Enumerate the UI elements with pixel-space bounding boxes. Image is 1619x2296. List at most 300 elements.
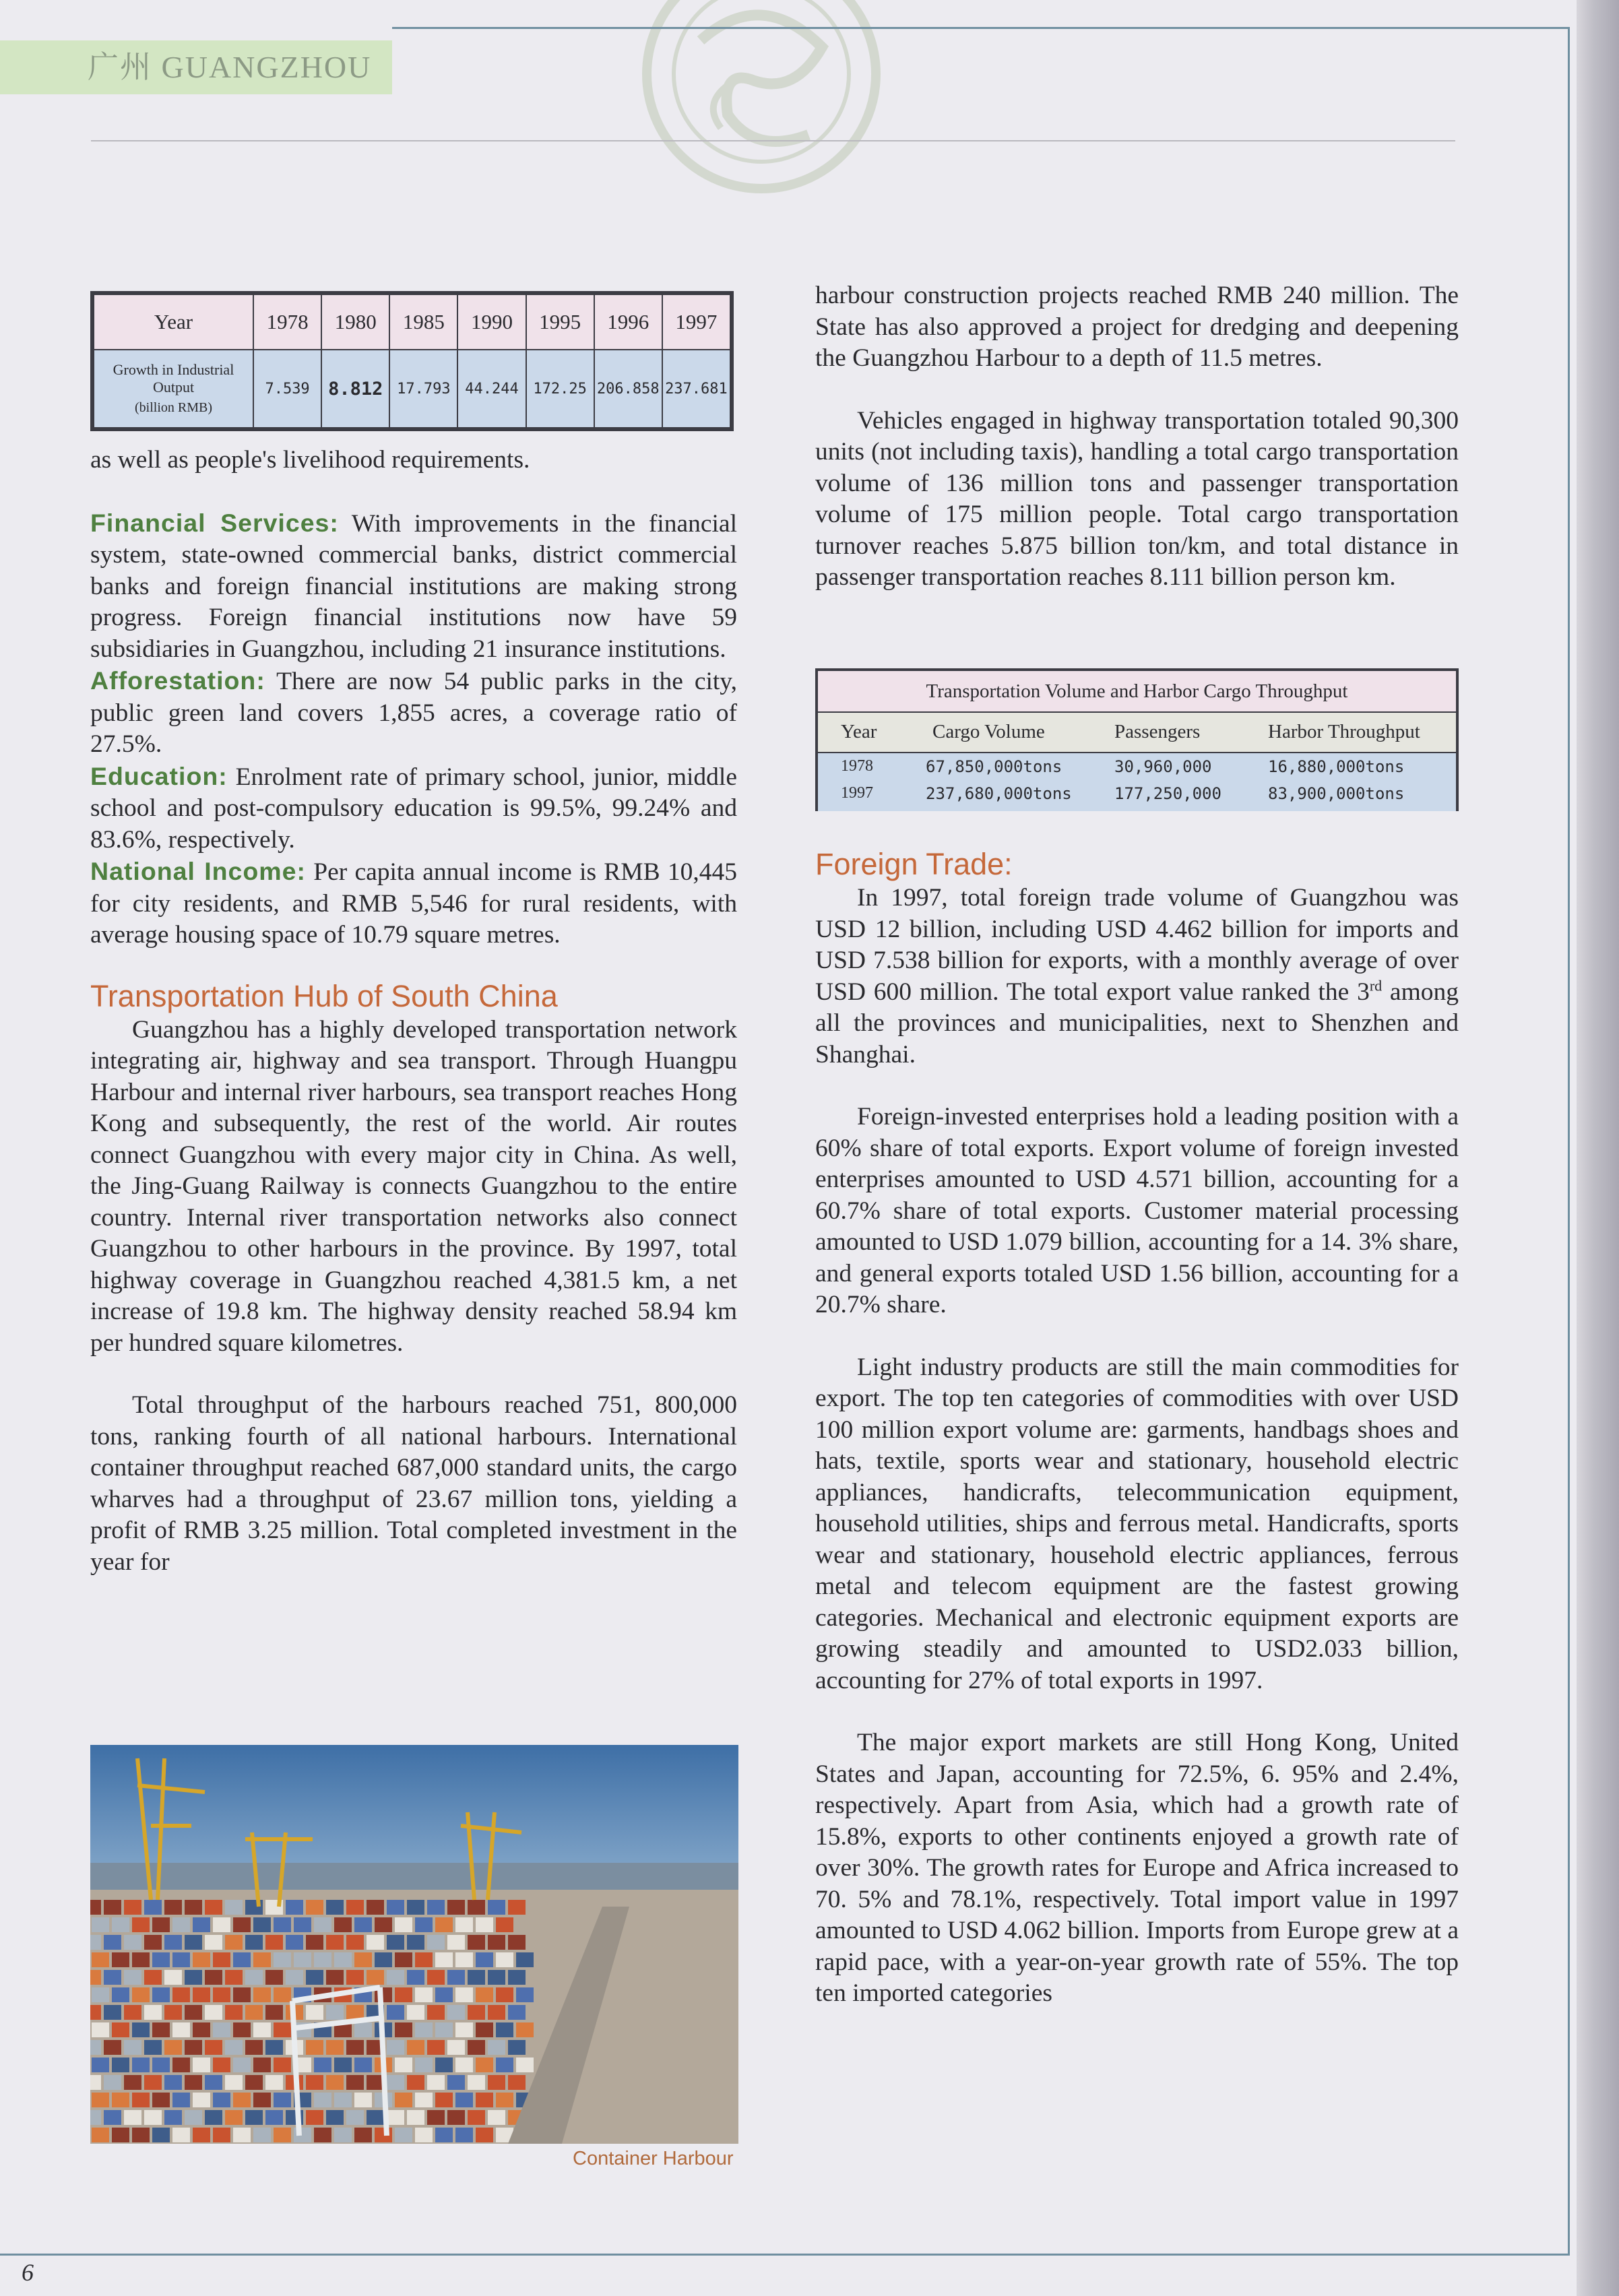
table1-year: 1996	[594, 294, 662, 350]
container-box	[476, 1917, 493, 1932]
container-box	[225, 2075, 243, 2090]
container-box	[233, 2022, 251, 2037]
foreign-trade-para-4: The major export markets are still Hong Kong, United States and Japan, accounting for 72.5%, 6. 95% and 2.4%, respectively. Apart from Asia, which had a growth rate of 15.8%, exports to other continents enjoyed a growth rate of over 30%. The growth rates for Europe and Africa increased to 70. 5% and 78.1%, respectively. Total import value in 1997 amounted to USD 4.062 billion. Imports from Europe grew at a rapid pace, with a year-on-year growth rate of 55%. The top ten imported categories	[815, 1729, 1459, 2007]
container-box	[334, 2093, 352, 2107]
container-box	[508, 1970, 526, 1985]
container-box	[395, 1952, 412, 1967]
container-box	[274, 1952, 291, 1967]
container-box	[144, 2075, 162, 2090]
container-box	[185, 2005, 202, 2020]
table2-header: Year	[841, 721, 877, 742]
table1-year: 1997	[662, 294, 730, 350]
table2-cell: 16,880,000tons	[1268, 757, 1405, 776]
container-box	[245, 2075, 263, 2090]
photo-caption: Container Harbour	[573, 2148, 734, 2169]
container-box	[193, 1987, 210, 2002]
container-box	[124, 2040, 141, 2055]
right-column-bottom	[815, 846, 1459, 2010]
container-box	[294, 1917, 311, 1932]
container-box	[395, 2022, 412, 2037]
table1-value: 172.25	[526, 350, 594, 428]
container-box	[172, 1952, 190, 1967]
transportation-volume-table	[815, 668, 1459, 811]
container-box	[367, 1935, 384, 1950]
foreign-trade-para-1b: among all the provinces and municipalities, next to Shenzhen and Shanghai.	[815, 978, 1459, 1069]
container-box	[508, 2075, 526, 2090]
container-box	[516, 1987, 534, 2002]
container-box	[354, 1952, 372, 1967]
container-box	[468, 2075, 485, 2090]
container-box	[152, 2128, 170, 2142]
container-box	[326, 2110, 344, 2125]
container-box	[326, 2005, 344, 2020]
container-box	[375, 2128, 392, 2142]
container-box	[375, 1952, 392, 1967]
container-box	[172, 1917, 190, 1932]
container-box	[334, 2058, 352, 2072]
table1-year: 1980	[321, 294, 389, 350]
container-box	[334, 1917, 352, 1932]
financial-services-text: With improvements in the financial system, state-owned commercial banks, district commercial banks and foreign financial institutions are making strong progress. Foreign financial institutions now have 59 subsidiaries in Guangzhou, including 21 insurance institutions.	[90, 509, 737, 663]
container-box	[387, 2075, 404, 2090]
container-box	[395, 2058, 412, 2072]
container-box	[488, 1900, 505, 1915]
container-box	[265, 1935, 283, 1950]
container-box	[415, 1952, 433, 1967]
table1-year: 1995	[526, 294, 594, 350]
container-box	[455, 2128, 473, 2142]
container-box	[415, 2128, 433, 2142]
table2-cell: 67,850,000tons	[926, 757, 1062, 776]
container-box	[164, 2040, 182, 2055]
container-box	[314, 2093, 331, 2107]
table2-header-row	[818, 713, 1456, 753]
container-box	[92, 1952, 109, 1967]
container-box	[476, 1987, 493, 2002]
container-box	[112, 2128, 129, 2142]
container-box	[435, 2093, 453, 2107]
container-box	[225, 2110, 243, 2125]
container-box	[488, 1935, 505, 1950]
container-box	[468, 2005, 485, 2020]
container-box	[415, 1917, 433, 1932]
container-box	[90, 2110, 101, 2125]
container-box	[427, 1935, 445, 1950]
container-box	[92, 1987, 109, 2002]
container-box	[193, 1917, 210, 1932]
container-box	[274, 2022, 291, 2037]
container-box	[205, 1935, 222, 1950]
container-box	[225, 2040, 243, 2055]
financial-services-para	[90, 507, 737, 666]
container-box	[132, 2093, 150, 2107]
table1-value: 44.244	[457, 350, 526, 428]
header-latin: GUANGZHOU	[161, 50, 372, 84]
container-box	[488, 2040, 505, 2055]
container-box	[468, 2040, 485, 2055]
container-box	[367, 2110, 384, 2125]
container-box	[407, 2040, 424, 2055]
container-box	[395, 1917, 412, 1932]
container-box	[326, 1970, 344, 1985]
container-box	[185, 1900, 202, 1915]
container-box	[395, 1987, 412, 2002]
table1-row-unit: (billion RMB)	[134, 400, 212, 415]
container-box	[407, 1900, 424, 1915]
container-box	[164, 2110, 182, 2125]
left-column	[90, 445, 737, 1578]
container-box	[286, 1970, 303, 1985]
container-box	[516, 2058, 534, 2072]
container-box	[185, 2040, 202, 2055]
container-box	[124, 2005, 141, 2020]
container-box	[172, 2022, 190, 2037]
container-box	[265, 2005, 283, 2020]
container-box	[346, 2075, 364, 2090]
container-box	[172, 1987, 190, 2002]
container-box	[132, 2128, 150, 2142]
right-para-1: harbour construction projects reached RMB 240 million. The State has also approved a project for dredging and deepening the Guangzhou Harbour to a depth of 11.5 metres.	[815, 282, 1459, 372]
container-box	[314, 2128, 331, 2142]
container-box	[496, 2058, 513, 2072]
table2-cell: 237,680,000tons	[926, 784, 1072, 803]
container-box	[476, 2022, 493, 2037]
container-box	[90, 2040, 101, 2055]
foreign-trade-para-1a: In 1997, total foreign trade volume of Guangzhou was USD 12 billion, including USD 4.462 billion for imports and USD 7.538 billion for exports, with a monthly average of over USD 600 million. The total export value ranked the 3	[815, 884, 1459, 1006]
container-box	[164, 2005, 182, 2020]
container-box	[213, 2058, 230, 2072]
container-box	[124, 1900, 141, 1915]
container-box	[132, 1952, 150, 1967]
frame-line-bottom	[0, 2254, 1570, 2256]
container-box	[415, 2058, 433, 2072]
container-box	[225, 1900, 243, 1915]
container-box	[476, 2093, 493, 2107]
container-box	[488, 2110, 505, 2125]
container-box	[447, 1970, 465, 1985]
container-box	[104, 1970, 121, 1985]
container-box	[104, 1900, 121, 1915]
container-box	[144, 2040, 162, 2055]
container-box	[185, 1935, 202, 1950]
container-box	[488, 2005, 505, 2020]
container-box	[346, 1935, 364, 1950]
container-box	[387, 1900, 404, 1915]
container-box	[306, 2040, 323, 2055]
container-box	[253, 1917, 271, 1932]
container-box	[144, 1935, 162, 1950]
container-box	[205, 2075, 222, 2090]
container-box	[274, 2058, 291, 2072]
container-box	[104, 2005, 121, 2020]
container-box	[468, 1935, 485, 1950]
container-box	[164, 1900, 182, 1915]
container-box	[435, 2128, 453, 2142]
container-box	[407, 1935, 424, 1950]
container-box	[90, 2075, 101, 2090]
container-box	[468, 1970, 485, 1985]
container-box	[415, 2022, 433, 2037]
container-box	[185, 1970, 202, 1985]
container-box	[233, 1952, 251, 1967]
container-box	[144, 1970, 162, 1985]
container-box	[435, 2022, 453, 2037]
table2-cell: 30,960,000	[1114, 757, 1212, 776]
container-box	[286, 1935, 303, 1950]
container-box	[112, 1917, 129, 1932]
container-box	[274, 2093, 291, 2107]
container-box	[225, 1970, 243, 1985]
table1-year: 1985	[389, 294, 457, 350]
container-box	[306, 2110, 323, 2125]
container-box	[92, 2022, 109, 2037]
container-box	[132, 1987, 150, 2002]
container-box	[213, 1917, 230, 1932]
container-box	[407, 2075, 424, 2090]
container-box	[92, 1917, 109, 1932]
container-box	[427, 2040, 445, 2055]
container-box	[314, 1952, 331, 1967]
table2-title: Transportation Volume and Harbor Cargo Throughput	[818, 671, 1456, 713]
table1-row-label	[94, 350, 253, 428]
container-box	[253, 1952, 271, 1967]
container-box	[172, 2128, 190, 2142]
table2-cell: 1997	[841, 784, 873, 802]
table2-header: Harbor Throughput	[1268, 721, 1420, 742]
container-box	[367, 1900, 384, 1915]
education-para	[90, 761, 737, 856]
header-rule	[91, 140, 1455, 141]
container-box	[274, 1987, 291, 2002]
table1-year-header: Year	[94, 294, 253, 350]
container-box	[354, 2093, 372, 2107]
container-box	[314, 2058, 331, 2072]
container-box	[488, 1970, 505, 1985]
container-box	[306, 1935, 323, 1950]
education-text: Enrolment rate of primary school, junior, middle school and post-compulsory education is 99.5%, 99.24% and 83.6%, respectively.	[90, 763, 737, 854]
container-box	[205, 2005, 222, 2020]
container-box	[516, 2022, 534, 2037]
container-box	[387, 2110, 404, 2125]
container-box	[306, 2005, 323, 2020]
table1-value: 7.539	[253, 350, 321, 428]
container-box	[92, 2093, 109, 2107]
container-box	[447, 1935, 465, 1950]
foreign-trade-para-1	[815, 883, 1459, 1071]
container-box	[488, 2075, 505, 2090]
container-box	[306, 1900, 323, 1915]
container-box	[387, 1935, 404, 1950]
container-box	[152, 1917, 170, 1932]
container-box	[427, 2110, 445, 2125]
container-box	[225, 2005, 243, 2020]
container-box	[367, 1970, 384, 1985]
table2-header: Passengers	[1114, 721, 1201, 742]
foreign-trade-heading: Foreign Trade:	[815, 847, 1013, 881]
container-box	[427, 1900, 445, 1915]
container-box	[334, 1952, 352, 1967]
container-box	[346, 2110, 364, 2125]
education-label: Education:	[90, 761, 228, 790]
container-box	[455, 1987, 473, 2002]
container-box	[213, 1952, 230, 1967]
container-box	[233, 1917, 251, 1932]
financial-services-label: Financial Services:	[90, 508, 339, 537]
container-box	[354, 2058, 372, 2072]
afforestation-para	[90, 665, 737, 761]
container-box	[205, 2040, 222, 2055]
right-para-2: Vehicles engaged in highway transportation totaled 90,300 units (not including taxis), handling a total cargo transportation volume of 136 million tons and passenger transportation volume of 175 million people. Total cargo transportation turnover reaches 5.875 billion ton/km, and total distance in passenger transportation reaches 8.111 billion person km.	[815, 406, 1459, 591]
container-box	[132, 2058, 150, 2072]
right-column-top	[815, 280, 1459, 594]
left-para-continued: as well as people's livelihood requirements.	[90, 446, 530, 474]
page-number: 6	[22, 2259, 34, 2286]
container-box	[112, 2022, 129, 2037]
container-box	[90, 1970, 101, 1985]
container-box	[172, 2093, 190, 2107]
container-box	[253, 2093, 271, 2107]
container-box	[395, 2093, 412, 2107]
container-box	[90, 1900, 101, 1915]
container-box	[415, 1987, 433, 2002]
container-box	[104, 2075, 121, 2090]
container-box	[185, 2075, 202, 2090]
container-box	[306, 2075, 323, 2090]
container-box	[294, 1952, 311, 1967]
container-box	[193, 1952, 210, 1967]
container-box	[395, 2128, 412, 2142]
container-box	[455, 1952, 473, 1967]
container-box	[508, 1900, 526, 1915]
afforestation-label: Afforestation:	[90, 666, 265, 695]
table2-header: Cargo Volume	[932, 721, 1045, 742]
container-box	[496, 2093, 513, 2107]
table2-cell: 177,250,000	[1114, 784, 1221, 803]
container-box	[407, 2110, 424, 2125]
container-box	[245, 2110, 263, 2125]
container-box	[205, 1900, 222, 1915]
container-box	[132, 1917, 150, 1932]
container-box	[476, 1952, 493, 1967]
transportation-para-2: Total throughput of the harbours reached 751, 800,000 tons, ranking fourth of all national harbours. International container throughput reached 687,000 standard units, the cargo wharves had a throughput of 23.67 million tons, yielding a profit of RMB 3.25 million. Total completed investment in the year for	[90, 1391, 737, 1576]
container-box	[124, 1935, 141, 1950]
container-box	[508, 2005, 526, 2020]
container-box	[326, 1935, 344, 1950]
container-box	[253, 2058, 271, 2072]
container-box	[274, 1917, 291, 1932]
running-header	[88, 46, 371, 89]
container-box	[213, 2128, 230, 2142]
container-box	[455, 2093, 473, 2107]
container-box	[233, 1987, 251, 2002]
container-box	[185, 2110, 202, 2125]
container-box	[253, 2022, 271, 2037]
container-box	[435, 1952, 453, 1967]
container-box	[354, 2128, 372, 2142]
table1-year: 1978	[253, 294, 321, 350]
table1-value: 8.812	[321, 350, 389, 428]
container-box	[468, 1900, 485, 1915]
container-box	[334, 2128, 352, 2142]
container-box	[233, 2058, 251, 2072]
container-box	[435, 1917, 453, 1932]
container-box	[245, 2040, 263, 2055]
container-box	[427, 2075, 445, 2090]
container-box	[265, 2110, 283, 2125]
container-box	[144, 2110, 162, 2125]
container-box	[447, 1900, 465, 1915]
table2-body	[818, 753, 1456, 811]
afforestation-text: There are now 54 public parks in the city, public green land covers 1,855 acres, a coverage ratio of 27.5%.	[90, 668, 737, 758]
header-chinese: 广州	[88, 50, 152, 84]
table2-cell: 83,900,000tons	[1268, 784, 1405, 803]
container-box	[447, 2040, 465, 2055]
industrial-output-table	[90, 291, 734, 431]
container-box	[265, 2075, 283, 2090]
container-box	[112, 2058, 129, 2072]
container-box	[152, 2058, 170, 2072]
container-box	[427, 2005, 445, 2020]
container-box	[455, 1917, 473, 1932]
container-box	[326, 1900, 344, 1915]
container-box	[172, 2058, 190, 2072]
container-box	[164, 1970, 182, 1985]
container-box	[286, 1900, 303, 1915]
container-box	[193, 2058, 210, 2072]
container-box	[152, 2022, 170, 2037]
container-box	[415, 2093, 433, 2107]
frame-line-right	[1568, 27, 1570, 2256]
container-box	[112, 1952, 129, 1967]
container-box	[152, 2093, 170, 2107]
container-box	[164, 1935, 182, 1950]
container-box	[387, 2040, 404, 2055]
container-box	[193, 2128, 210, 2142]
container-box	[245, 1970, 263, 1985]
container-box	[245, 2005, 263, 2020]
container-box	[354, 2022, 372, 2037]
container-box	[447, 2075, 465, 2090]
container-box	[144, 2005, 162, 2020]
container-box	[90, 1935, 101, 1950]
container-box	[455, 2022, 473, 2037]
container-box	[92, 2128, 109, 2142]
container-box	[346, 2005, 364, 2020]
container-box	[306, 1970, 323, 1985]
table1-row-label-text: Growth in Industrial Output	[113, 361, 234, 395]
container-box	[205, 2110, 222, 2125]
container-box	[144, 1900, 162, 1915]
container-box	[253, 2128, 271, 2142]
container-box	[124, 2075, 141, 2090]
container-box	[265, 1970, 283, 1985]
foreign-trade-para-3: Light industry products are still the main commodities for export. The top ten categories of commodities with over USD 100 million export volume are: garments, handbags shoes and hats, textile, sports wear and stationary, household electric appliances, handicrafts, telecommunication equipment, household utilities, ships and ferrous metal. Handicrafts, sports wear and stationary, household electric appliances, ferrous metal and telecom equipment are the fastest growing categories. Mechanical and electronic equipment exports are growing steadily and amounted to USD2.033 billion, accounting for 27% of total exports in 1997.	[815, 1353, 1459, 1694]
page-edge-shadow	[1577, 0, 1619, 2296]
container-box	[265, 2040, 283, 2055]
container-box	[213, 1987, 230, 2002]
container-box	[314, 1917, 331, 1932]
container-box	[354, 1917, 372, 1932]
frame-line-top	[392, 27, 1570, 29]
container-box	[124, 2110, 141, 2125]
container-box	[476, 2128, 493, 2142]
container-box	[447, 2005, 465, 2020]
container-box	[387, 1970, 404, 1985]
container-box	[152, 1987, 170, 2002]
container-box	[132, 2022, 150, 2037]
container-box	[346, 1970, 364, 1985]
container-box	[435, 2058, 453, 2072]
